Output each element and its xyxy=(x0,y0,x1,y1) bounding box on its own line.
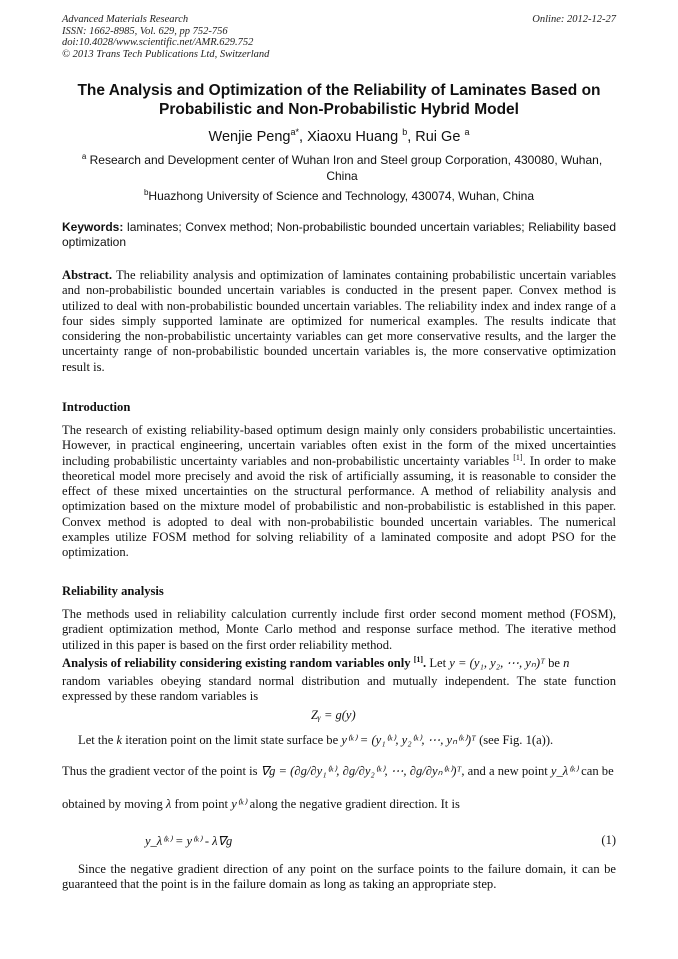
gradient-line xyxy=(62,764,616,779)
keywords xyxy=(62,220,616,250)
lambda-symbol: λ xyxy=(165,797,172,811)
affiliation-b-text: Huazhong University of Science and Technology, 430074, Wuhan, China xyxy=(148,189,535,203)
iteration-text-b: iteration point on the limit state surface be xyxy=(122,733,342,747)
journal-header xyxy=(62,14,616,60)
online-date: Online: 2012-12-27 xyxy=(532,14,616,25)
author-2: , Xiaoxu Huang xyxy=(299,128,403,145)
state-function-equation: Zᵧ = g(y) xyxy=(311,708,356,722)
moving-text-c: along the negative gradient direction. It is xyxy=(246,797,460,811)
issn-line: ISSN: 1662-8985, Vol. 629, pp 752-756 xyxy=(62,25,228,37)
affiliation-b-sup: b xyxy=(143,188,149,197)
subsection-line xyxy=(62,656,616,671)
n-symbol: n xyxy=(563,656,570,670)
intro-text-1: The research of existing reliability-based optimum design mainly only considers probabilistic uncertainties. However, in practical engineering, uncertain variables often exist in the form of the mixed uncertainties including probabilistic uncertainty variables and non-probabilistic uncertainty variables xyxy=(62,423,616,468)
reliability-heading: Reliability analysis xyxy=(62,584,164,598)
author-3-sup: a xyxy=(464,127,470,137)
abstract-text: The reliability analysis and optimization of laminates containing probabilistic uncertain variables and non-probabilistic bounded uncertain variables is conducted in the present paper. Convex method is utilized to deal with non-probabilistic bounded uncertain variables. The reliability index and index range of a four sides simply supported laminate are optimized for numerical examples. The results indicate that considering the non-probabilistic uncertainty variables can get more conservative results, and the larger the uncertainty range of non-probabilistic bounded uncertain variables is, the more conservative optimization result is. xyxy=(62,268,616,374)
reliability-paragraph-2: random variables obeying standard normal distribution and mutually independent. The state function expressed by these random variables is xyxy=(62,674,616,704)
moving-text-a: obtained by moving xyxy=(62,797,166,811)
subsection-heading: Analysis of reliability considering existing random variables only xyxy=(62,656,414,670)
iteration-line xyxy=(62,733,616,748)
paper-title xyxy=(52,81,626,119)
intro-heading: Introduction xyxy=(62,400,131,414)
author-2-sup: b xyxy=(402,127,408,137)
iteration-text-c: (see Fig. 1(a)). xyxy=(475,733,554,747)
gradient-text-b: , and a new point xyxy=(461,764,551,778)
gradient-vector: ∇g = (∂g/∂y₁⁽ᵏ⁾, ∂g/∂y₂⁽ᵏ⁾, ⋯, ∂g/∂yₙ⁽ᵏ⁾)ᵀ xyxy=(260,764,462,778)
gradient-text-c: can be xyxy=(578,764,614,778)
author-3: , Rui Ge xyxy=(407,128,465,145)
subsection-dot: . xyxy=(423,656,427,670)
intro-ref: [1] xyxy=(513,452,523,462)
copyright-line: © 2013 Trans Tech Publications Ltd, Switzerland xyxy=(62,48,270,60)
affiliation-a-text: Research and Development center of Wuhan Iron and Steel group Corporation, 430080, Wuhan, China xyxy=(86,153,603,183)
title-line-2: Probabilistic and Non-Probabilistic Hybrid Model xyxy=(159,101,519,118)
author-1: Wenjie Peng xyxy=(208,128,291,145)
abstract xyxy=(62,268,616,375)
random-vector: y = (y₁, y₂, ⋯, yₙ)ᵀ xyxy=(449,656,545,670)
doi-line: doi:10.4028/www.scientific.net/AMR.629.752 xyxy=(62,37,254,48)
affiliation-b xyxy=(62,185,616,204)
k-symbol: k xyxy=(116,733,123,747)
moving-line xyxy=(62,797,616,812)
subsection-ref: [1] xyxy=(413,654,424,664)
author-list xyxy=(52,123,626,146)
reliability-paragraph-6: Since the negative gradient direction of any point on the surface points to the failure domain, it can be guaranteed that the point is in the failure domain as long as taking an appropriate step. xyxy=(62,862,616,892)
keywords-label: Keywords: xyxy=(62,220,124,234)
iteration-text-a: Let the xyxy=(78,733,117,747)
point-yk: y⁽ᵏ⁾ xyxy=(231,797,247,811)
intro-text-2: . In order to make theoretical model more precisely and avoid the risk of artificially assuming, it is reasonable to consider the effect of these mixed uncertainties on the structural performance. A method of reliability analysis and optimization based on the mixture model of probabilistic and non-probabilistic is established in this paper. Convex method is adopted to deal with non-probabilistic bounded uncertain variables. The numerical examples utilize FOSM method for solving reliability of a laminated composite and adopt PSO for the optimization. xyxy=(62,453,616,560)
affiliation-a-sup: a xyxy=(81,152,87,161)
keywords-text: laminates; Convex method; Non-probabilistic bounded uncertain variables; Reliability based optimization xyxy=(62,220,616,249)
moving-text-b: from point xyxy=(171,797,232,811)
journal-name: Advanced Materials Research xyxy=(62,14,189,25)
abstract-label: Abstract. xyxy=(62,268,113,282)
gradient-text-a: Thus the gradient vector of the point is xyxy=(62,764,261,778)
be-text: be xyxy=(544,656,564,670)
iteration-point: y⁽ᵏ⁾ = (y₁⁽ᵏ⁾, y₂⁽ᵏ⁾, ⋯, yₙ⁽ᵏ⁾)ᵀ xyxy=(341,733,476,747)
reliability-paragraph-1: The methods used in reliability calculation currently include first order second moment method (FOSM), gradient optimization method, Monte Carlo method and response surface method. The iterative method utilized in this paper is based on the first order reliability method. xyxy=(62,607,616,652)
affiliation-a xyxy=(72,149,612,184)
new-point: y_λ⁽ᵏ⁾ xyxy=(550,764,578,778)
title-line-1: The Analysis and Optimization of the Reliability of Laminates Based on xyxy=(77,82,601,99)
author-1-sup: a* xyxy=(290,127,300,137)
equation-1: y_λ⁽ᵏ⁾ = y⁽ᵏ⁾ - λ∇g xyxy=(145,834,233,848)
equation-1-number: (1) xyxy=(601,833,616,847)
intro-paragraph xyxy=(62,423,616,561)
let-text: Let xyxy=(426,656,450,670)
